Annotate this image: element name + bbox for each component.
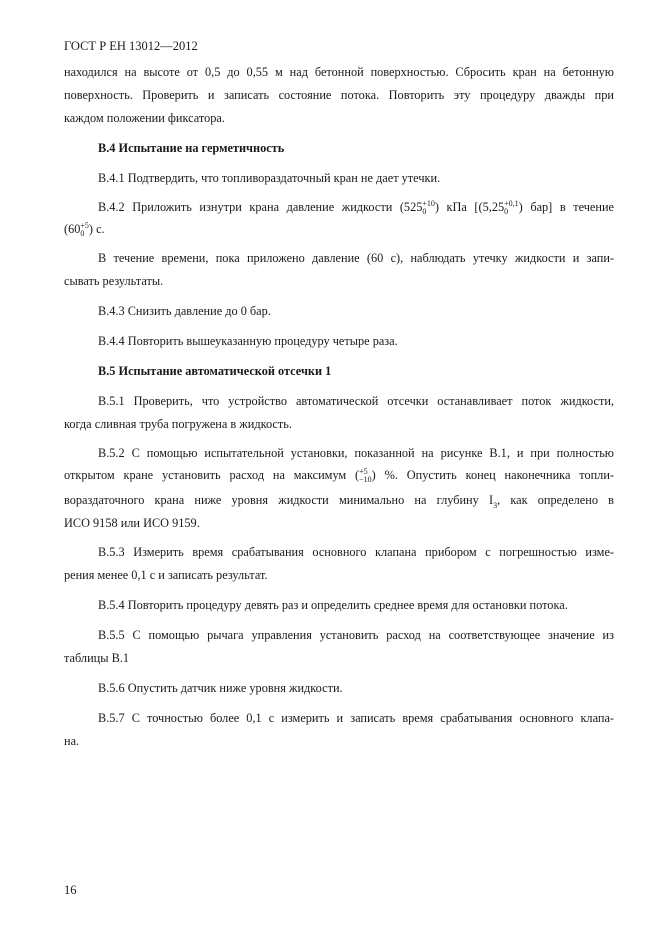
text: ) с.	[88, 222, 105, 236]
paragraph-b5-2-line3	[64, 492, 614, 510]
section-heading-b5: В.5 Испытание автоматической отсечки 1	[98, 364, 332, 378]
paragraph-b5-2-line2	[64, 467, 614, 485]
document-header: ГОСТ Р ЕН 13012—2012	[64, 39, 198, 53]
paragraph-line: ИСО 9158 или ИСО 9159.	[64, 516, 200, 530]
paragraph-line: В течение времени, пока приложено давление (60 с), наблюдать утечку жидкости и запи-	[98, 251, 614, 265]
tolerance-upper: +5	[359, 467, 368, 477]
subscript: 3	[493, 501, 498, 510]
tolerance-lower: 0	[504, 207, 509, 217]
paragraph-line: таблицы В.1	[64, 651, 129, 665]
tolerance	[504, 200, 519, 216]
paragraph-b4-2-line1	[98, 199, 614, 217]
text: , как определено в	[497, 493, 614, 507]
paragraph-b4-4: В.4.4 Повторить вышеуказанную процедуру четыре раза.	[98, 334, 398, 348]
tolerance-lower: 0	[422, 207, 427, 217]
tolerance-upper: +10	[422, 199, 435, 209]
page-number: 16	[64, 883, 77, 897]
text: ) %. Опустить конец наконечника топли-	[371, 468, 614, 482]
text: ) кПа [(5,25	[434, 200, 505, 214]
paragraph-line: В.5.1 Проверить, что устройство автоматической отсечки останавливает поток жидкости,	[98, 394, 614, 408]
paragraph-line: находился на высоте от 0,5 до 0,55 м над бетонной поверхностью. Сбросить кран на бетонную	[64, 65, 614, 79]
tolerance	[422, 200, 435, 216]
tolerance-lower: −10	[359, 475, 372, 485]
tolerance-upper: +0,1	[504, 199, 519, 209]
paragraph-line: когда сливная труба погружена в жидкость.	[64, 417, 292, 431]
paragraph-b5-6: В.5.6 Опустить датчик ниже уровня жидкости.	[98, 681, 343, 695]
text: вораздаточного крана ниже уровня жидкости минимально на глубину I	[64, 493, 494, 507]
section-heading-b4: В.4 Испытание на герметичность	[98, 141, 285, 155]
tolerance	[359, 468, 372, 484]
paragraph-line: поверхность. Проверить и записать состояние потока. Повторить эту процедуру дважды при	[64, 88, 614, 102]
paragraph-line: В.5.2 С помощью испытательной установки, показанной на рисунке В.1, и при полностью	[98, 446, 614, 460]
paragraph-b5-4: В.5.4 Повторить процедуру девять раз и определить среднее время для остановки потока.	[98, 598, 568, 612]
tolerance	[80, 222, 89, 238]
paragraph-line: рения менее 0,1 с и записать результат.	[64, 568, 268, 582]
paragraph-line: сывать результаты.	[64, 274, 164, 288]
text: (60	[64, 222, 81, 236]
paragraph-b4-1: В.4.1 Подтвердить, что топливораздаточный кран не дает утечки.	[98, 171, 441, 185]
text: В.4.2 Приложить изнутри крана давление жидкости (525	[98, 200, 423, 214]
paragraph-line: В.5.5 С помощью рычага управления установить расход на соответствующее значение из	[98, 628, 614, 642]
paragraph-line: каждом положении фиксатора.	[64, 111, 225, 125]
tolerance-lower: 0	[80, 229, 85, 239]
paragraph-line: В.5.7 С точностью более 0,1 с измерить и записать время срабатывания основного клапа-	[98, 711, 614, 725]
paragraph-line: на.	[64, 734, 80, 748]
paragraph-b4-2-line2	[64, 221, 614, 238]
text: ) бар] в течение	[518, 200, 614, 214]
paragraph-line: В.5.3 Измерить время срабатывания основного клапана прибором с погрешностью изме-	[98, 545, 614, 559]
paragraph-b4-3: В.4.3 Снизить давление до 0 бар.	[98, 304, 271, 318]
tolerance-upper: +5	[80, 221, 89, 231]
text: открытом кране установить расход на максимум (	[64, 468, 360, 482]
